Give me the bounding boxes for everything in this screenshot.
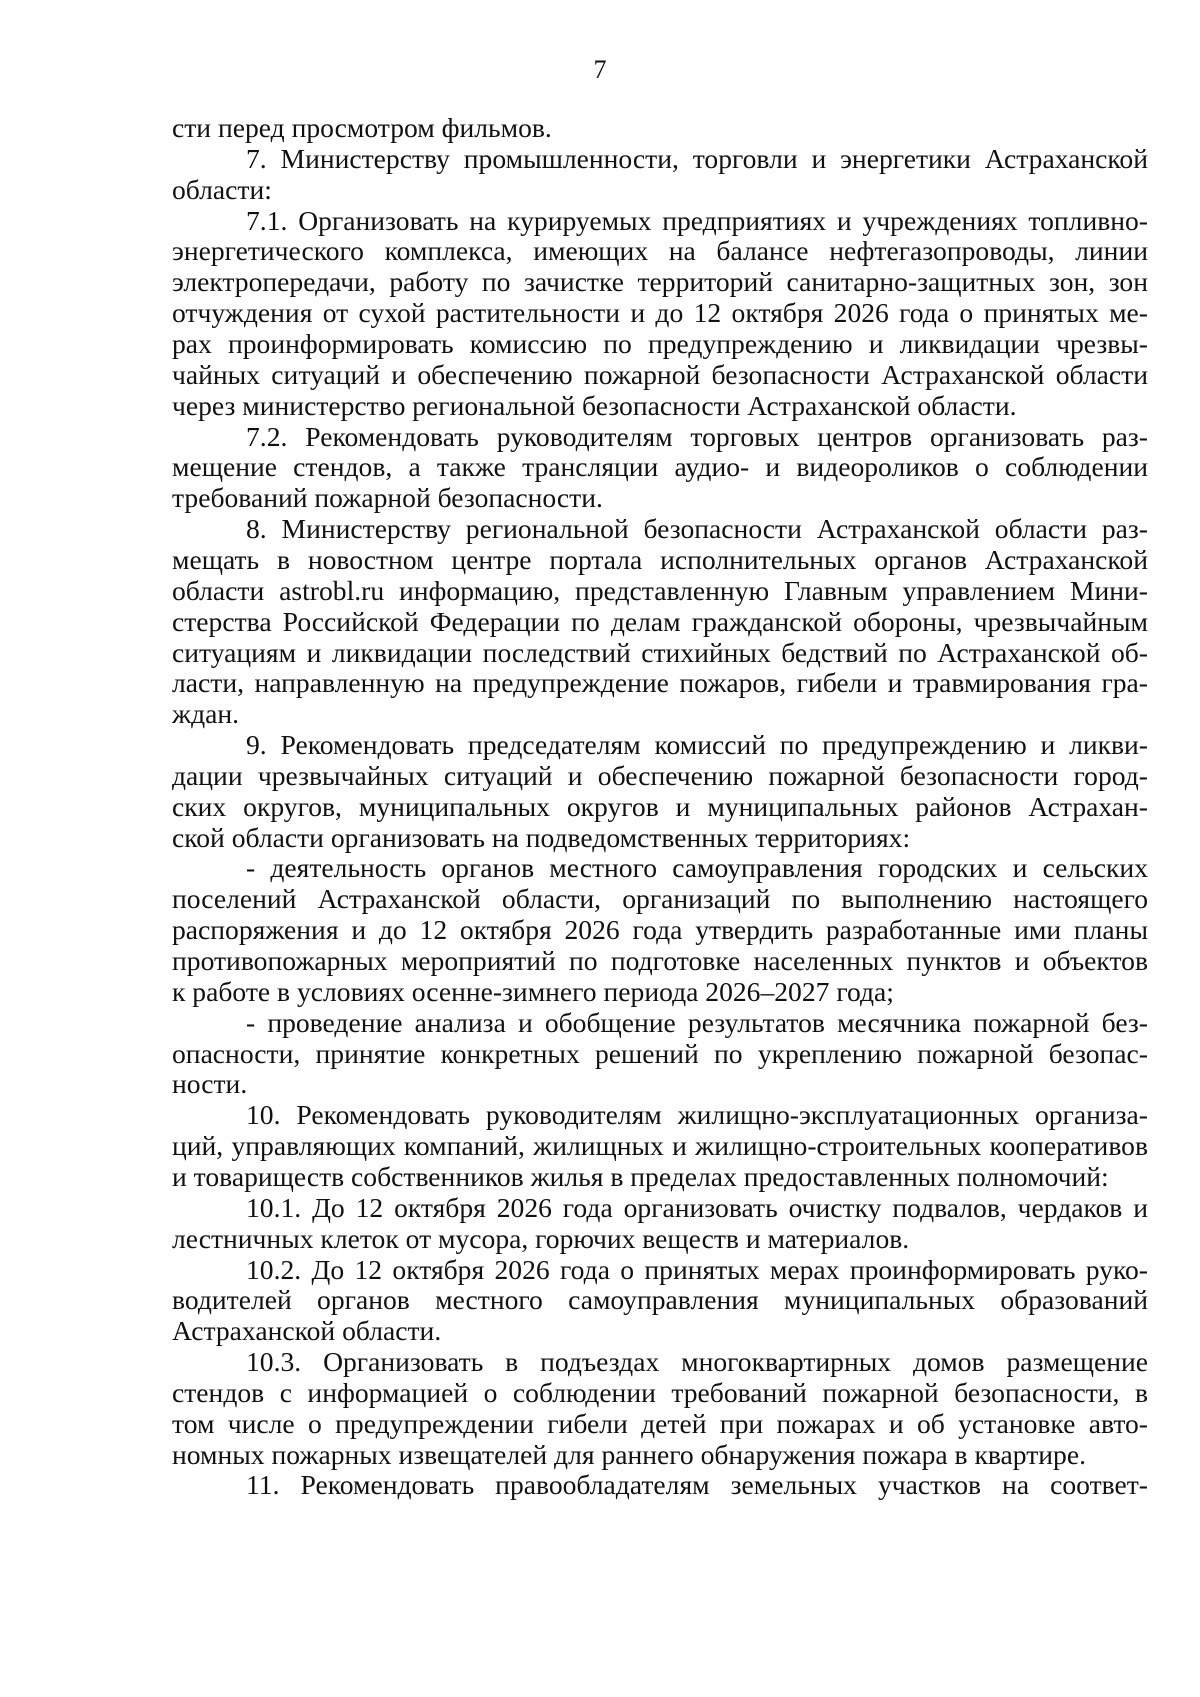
text-line: дации чрезвычайных ситуаций и обеспечению пожарной безопасности город- bbox=[172, 759, 1148, 791]
text-line: 11. Рекомендовать правообладателям земельных участков на соответ- bbox=[246, 1469, 1148, 1501]
text-line: 10.2. До 12 октября 2026 года о принятых мерах проинформировать руко- bbox=[246, 1253, 1148, 1285]
text-line: поселений Астраханской области, организаций по выполнению настоящего bbox=[172, 883, 1148, 915]
text-line: водителей органов местного самоуправления муниципальных образований bbox=[172, 1284, 1148, 1316]
text-line: Астраханской области. bbox=[172, 1315, 442, 1347]
text-line: ских округов, муниципальных округов и муниципальных районов Астрахан- bbox=[172, 790, 1148, 822]
text-line: распоряжения и до 12 октября 2026 года утвердить разработанные ими планы bbox=[172, 914, 1148, 946]
text-line: области: bbox=[172, 173, 272, 205]
text-line: сти перед просмотром фильмов. bbox=[172, 112, 552, 143]
text-line: энергетического комплекса, имеющих на балансе нефтегазопроводы, линии bbox=[172, 235, 1148, 267]
text-line: лестничных клеток от мусора, горючих веществ и материалов. bbox=[172, 1222, 910, 1254]
text-line: опасности, принятие конкретных решений по укреплению пожарной безопас- bbox=[172, 1037, 1148, 1069]
text-line: 7.2. Рекомендовать руководителям торговых центров организовать раз- bbox=[246, 420, 1148, 452]
text-line: 9. Рекомендовать председателям комиссий по предупреждению и ликви- bbox=[246, 729, 1148, 760]
text-line: отчуждения от сухой растительности и до 12 октября 2026 года о принятых ме- bbox=[172, 297, 1148, 329]
text-line: противопожарных мероприятий по подготовке населенных пунктов и объектов bbox=[172, 945, 1148, 976]
text-line: ций, управляющих компаний, жилищных и жилищно-строительных кооперативов bbox=[172, 1130, 1148, 1162]
text-line: 7.1. Организовать на курируемых предприятиях и учреждениях топливно- bbox=[246, 204, 1148, 236]
text-line: мещать в новостном центре портала исполнительных органов Астраханской bbox=[172, 543, 1148, 575]
text-line: и товариществ собственников жилья в пределах предоставленных полномочий: bbox=[172, 1160, 1109, 1192]
text-line: мещение стендов, а также трансляции аудио- и видеороликов о соблюдении bbox=[172, 451, 1148, 483]
text-line: 10.1. До 12 октября 2026 года организовать очистку подвалов, чердаков и bbox=[246, 1191, 1148, 1223]
text-line: 7. Министерству промышленности, торговли и энергетики Астраханской bbox=[246, 142, 1148, 174]
text-line: области astrobl.ru информацию, представленную Главным управлением Мини- bbox=[172, 574, 1148, 606]
text-line: стерства Российской Федерации по делам гражданской обороны, чрезвычайным bbox=[172, 605, 1148, 637]
text-line: номных пожарных извещателей для раннего обнаружения пожара в квартире. bbox=[172, 1438, 1086, 1470]
text-line: ласти, направленную на предупреждение пожаров, гибели и травмирования гра- bbox=[172, 667, 1148, 699]
text-line: рах проинформировать комиссию по предупреждению и ликвидации чрезвы- bbox=[172, 328, 1148, 359]
text-line: 10. Рекомендовать руководителям жилищно-эксплуатационных организа- bbox=[246, 1099, 1148, 1131]
text-line: требований пожарной безопасности. bbox=[172, 482, 603, 514]
text-line: ности. bbox=[172, 1068, 248, 1100]
text-line: стендов с информацией о соблюдении требований пожарной безопасности, в bbox=[172, 1376, 1148, 1408]
text-line: 8. Министерству региональной безопасности Астраханской области раз- bbox=[246, 513, 1148, 544]
text-line: к работе в условиях осенне-зимнего периода 2026–2027 года; bbox=[172, 975, 894, 1007]
text-line: ждан. bbox=[172, 698, 240, 730]
text-line: 10.3. Организовать в подъездах многоквартирных домов размещение bbox=[246, 1346, 1148, 1377]
text-line: через министерство региональной безопасности Астраханской области. bbox=[172, 389, 1017, 421]
text-line: ской области организовать на подведомственных территориях: bbox=[172, 821, 911, 853]
text-line: - проведение анализа и обобщение результатов месячника пожарной без- bbox=[246, 1006, 1148, 1038]
page-number: 7 bbox=[593, 55, 607, 84]
text-line: том числе о предупреждении гибели детей при пожарах и об установке авто- bbox=[172, 1407, 1148, 1439]
text-line: чайных ситуаций и обеспечению пожарной безопасности Астраханской области bbox=[172, 358, 1148, 390]
text-line: электропередачи, работу по зачистке территорий санитарно-защитных зон, зон bbox=[172, 266, 1148, 298]
text-line: ситуациям и ликвидации последствий стихийных бедствий по Астраханской об- bbox=[172, 636, 1148, 668]
text-line: - деятельность органов местного самоуправления городских и сельских bbox=[246, 852, 1148, 884]
